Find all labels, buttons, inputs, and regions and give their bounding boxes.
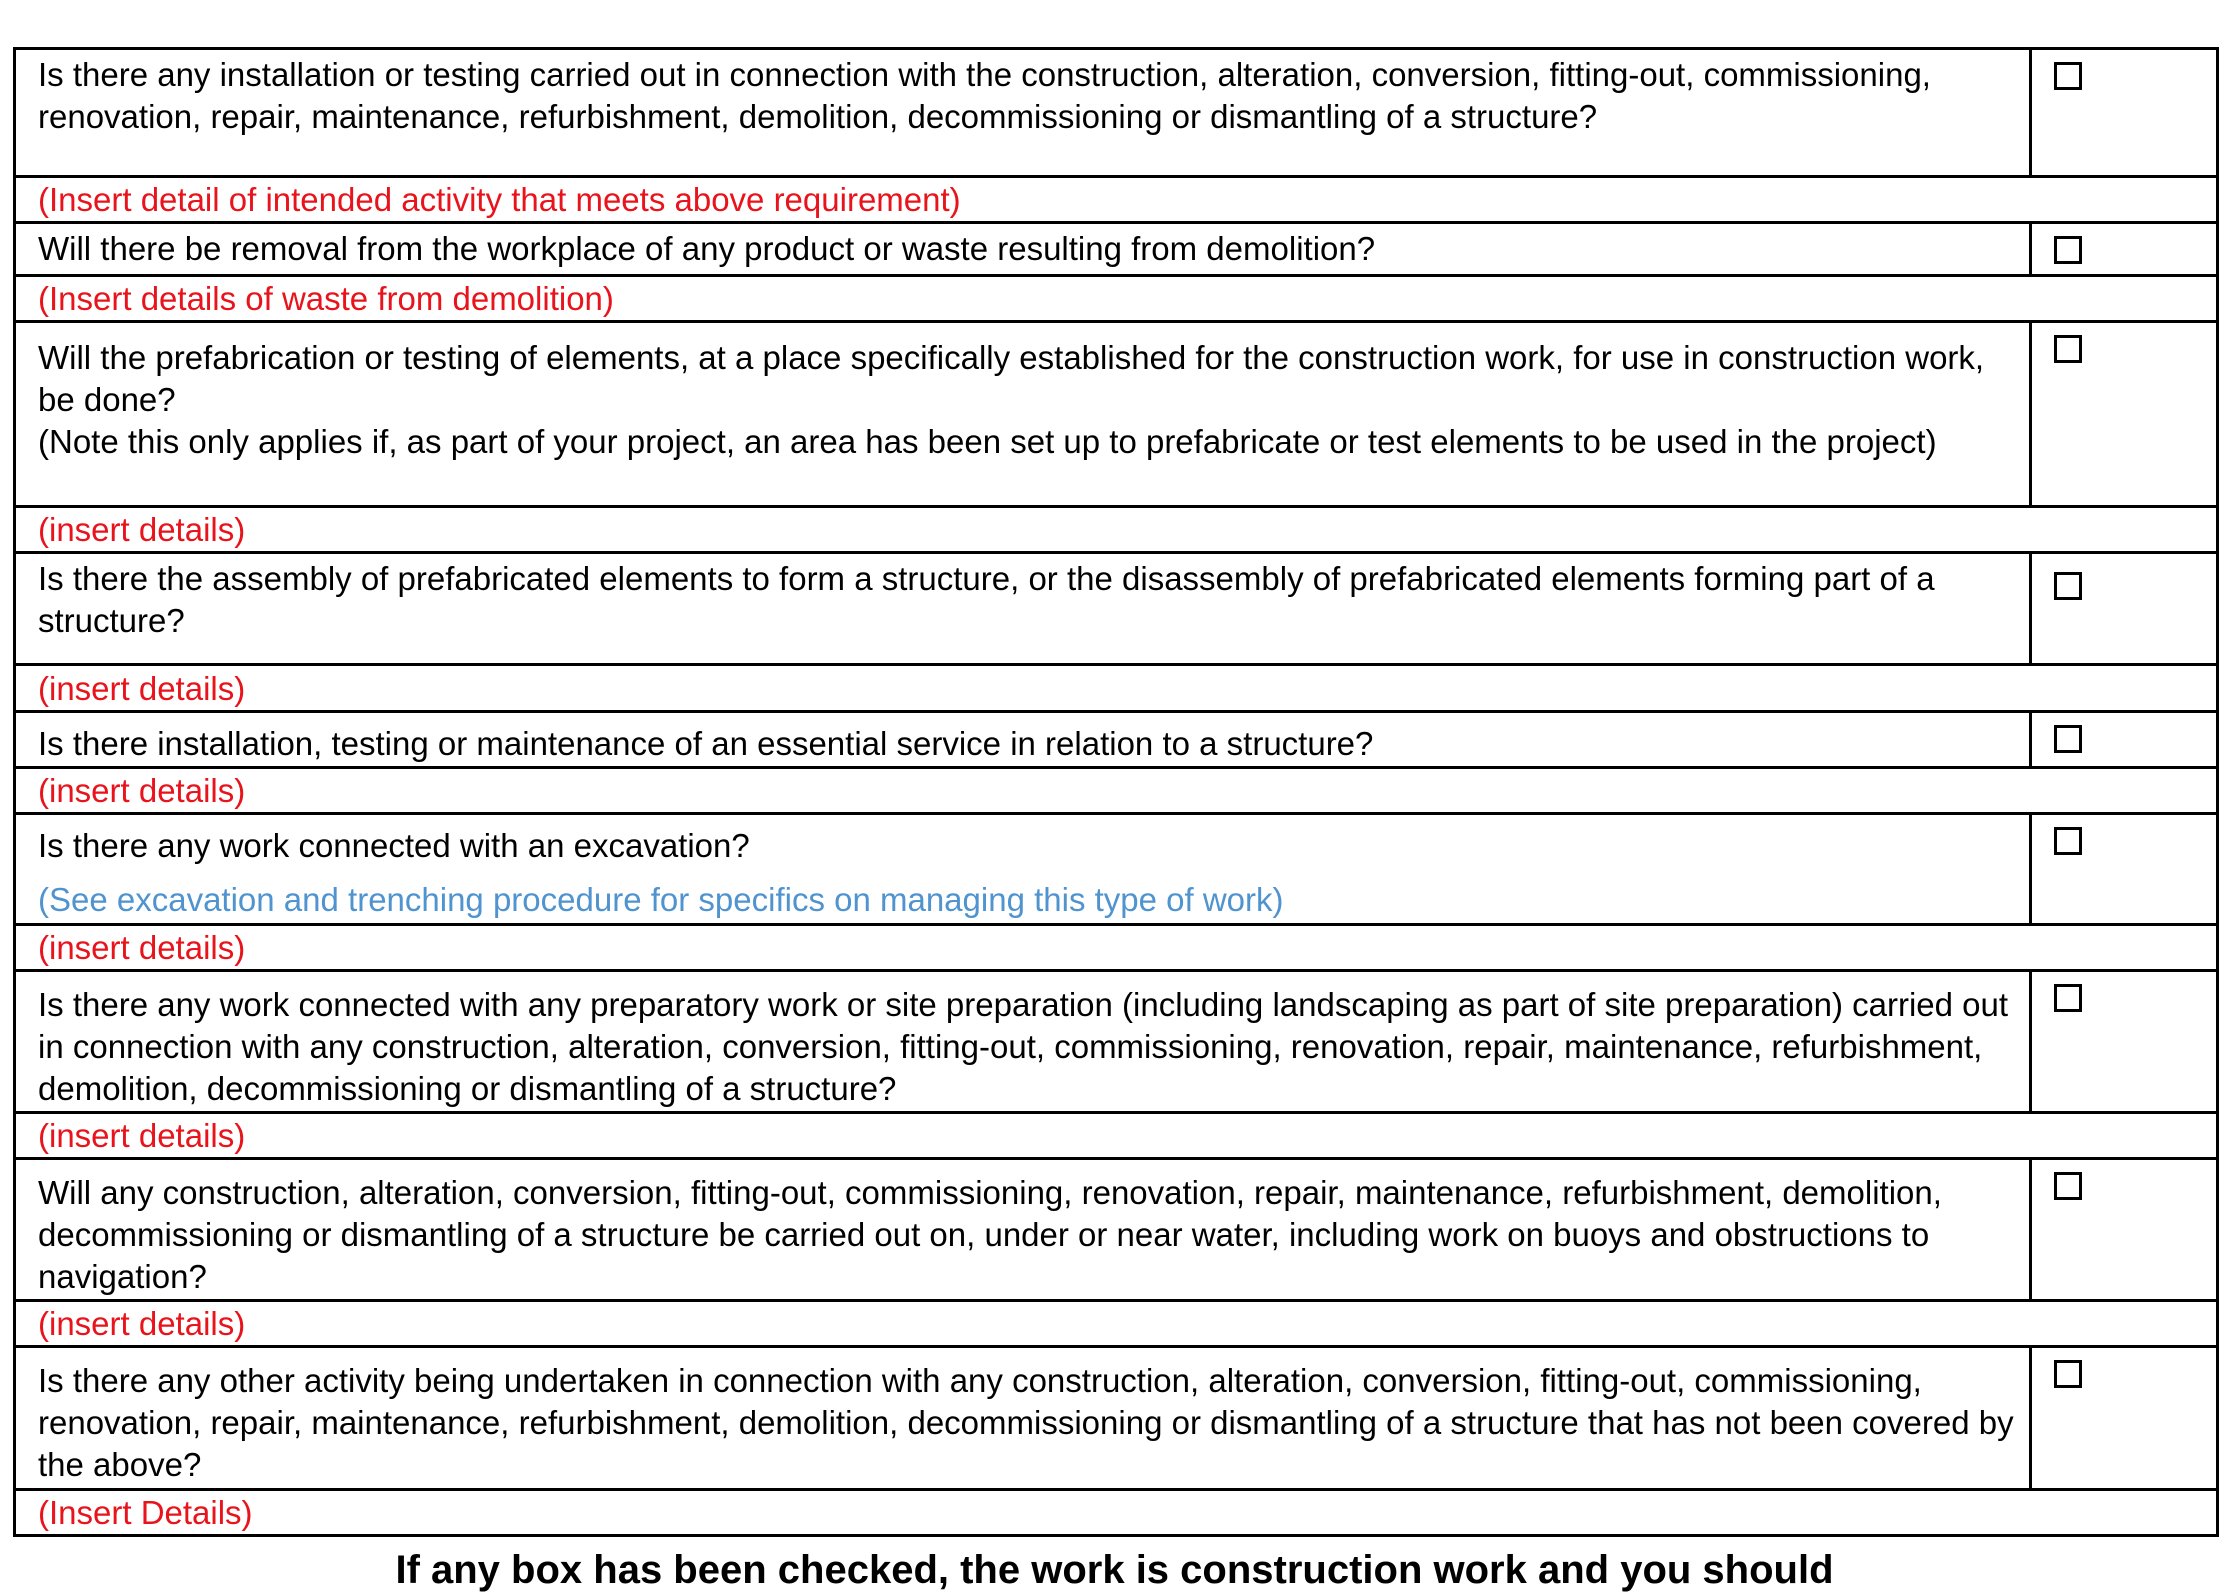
- detail-row: [15, 1113, 2218, 1159]
- detail-text[interactable]: (Insert details of waste from demolition): [15, 276, 2218, 322]
- question-row: [15, 712, 2218, 768]
- detail-row: [15, 1490, 2218, 1536]
- question-text: Will any construction, alteration, conversion, fitting-out, commissioning, renovation, repair, maintenance, refurbishment, demolition, decommissioning or dismantling of a structure be carried out on, under or near water, including work on buoys and obstructions to navigation?: [15, 1159, 2031, 1301]
- detail-row: [15, 925, 2218, 971]
- detail-text[interactable]: (insert details): [15, 507, 2218, 553]
- detail-text[interactable]: (insert details): [15, 1113, 2218, 1159]
- checkbox[interactable]: [2054, 1172, 2082, 1200]
- checkbox[interactable]: [2054, 725, 2082, 753]
- question-text: Will the prefabrication or testing of elements, at a place specifically established for the construction work, for use in construction work, be done?: [38, 339, 1985, 418]
- conclusion-text: If any box has been checked, the work is construction work and you should: [395, 1548, 1834, 1592]
- checkbox[interactable]: [2054, 335, 2082, 363]
- detail-row: [15, 768, 2218, 814]
- checkbox[interactable]: [2054, 236, 2082, 264]
- checkbox[interactable]: [2054, 62, 2082, 90]
- detail-row: [15, 177, 2218, 223]
- question-row: [15, 1159, 2218, 1301]
- question-row: [15, 322, 2218, 507]
- question-text: Is there installation, testing or maintenance of an essential service in relation to a structure?: [15, 712, 2031, 768]
- checkbox[interactable]: [2054, 572, 2082, 600]
- question-row: [15, 49, 2218, 177]
- question-row: [15, 971, 2218, 1113]
- question-row: [15, 814, 2218, 925]
- detail-row: [15, 1301, 2218, 1347]
- question-text: Is there any installation or testing carried out in connection with the construction, alteration, conversion, fitting-out, commissioning, renovation, repair, maintenance, refurbishment, demolition, decommissioning or dismantling of a structure?: [15, 49, 2031, 177]
- detail-text[interactable]: (insert details): [15, 925, 2218, 971]
- detail-row: [15, 507, 2218, 553]
- question-text: Is there any work connected with an excavation?: [38, 827, 750, 864]
- detail-text[interactable]: (insert details): [15, 1301, 2218, 1347]
- question-row: [15, 223, 2218, 276]
- question-text: Will there be removal from the workplace of any product or waste resulting from demolition?: [15, 223, 2031, 276]
- detail-text[interactable]: (Insert Details): [15, 1490, 2218, 1536]
- procedure-link[interactable]: (See excavation and trenching procedure for specifics on managing this type of work): [38, 881, 1284, 918]
- question-row: [15, 553, 2218, 665]
- question-row: [15, 1347, 2218, 1490]
- question-text: Is there any work connected with any preparatory work or site preparation (including landscaping as part of site preparation) carried out in connection with any construction, alteration, conversion, fitting-out, commissioning, renovation, repair, maintenance, refurbishment, demolition, decommissioning or dismantling of a structure?: [15, 971, 2031, 1113]
- construction-work-checklist: [13, 47, 2219, 1537]
- detail-row: [15, 665, 2218, 712]
- detail-text[interactable]: (insert details): [15, 665, 2218, 712]
- checkbox[interactable]: [2054, 827, 2082, 855]
- detail-text[interactable]: (insert details): [15, 768, 2218, 814]
- detail-text[interactable]: (Insert detail of intended activity that meets above requirement): [15, 177, 2218, 223]
- checkbox[interactable]: [2054, 984, 2082, 1012]
- question-text: Is there the assembly of prefabricated elements to form a structure, or the disassembly of prefabricated elements forming part of a structure?: [15, 553, 2031, 665]
- checkbox[interactable]: [2054, 1360, 2082, 1388]
- detail-row: [15, 276, 2218, 322]
- question-text: Is there any other activity being undertaken in connection with any construction, alteration, conversion, fitting-out, commissioning, renovation, repair, maintenance, refurbishment, demolition, decommissioning or dismantling of a structure that has not been covered by the above?: [15, 1347, 2031, 1490]
- question-note: (Note this only applies if, as part of your project, an area has been set up to prefabricate or test elements to be used in the project): [38, 423, 1937, 460]
